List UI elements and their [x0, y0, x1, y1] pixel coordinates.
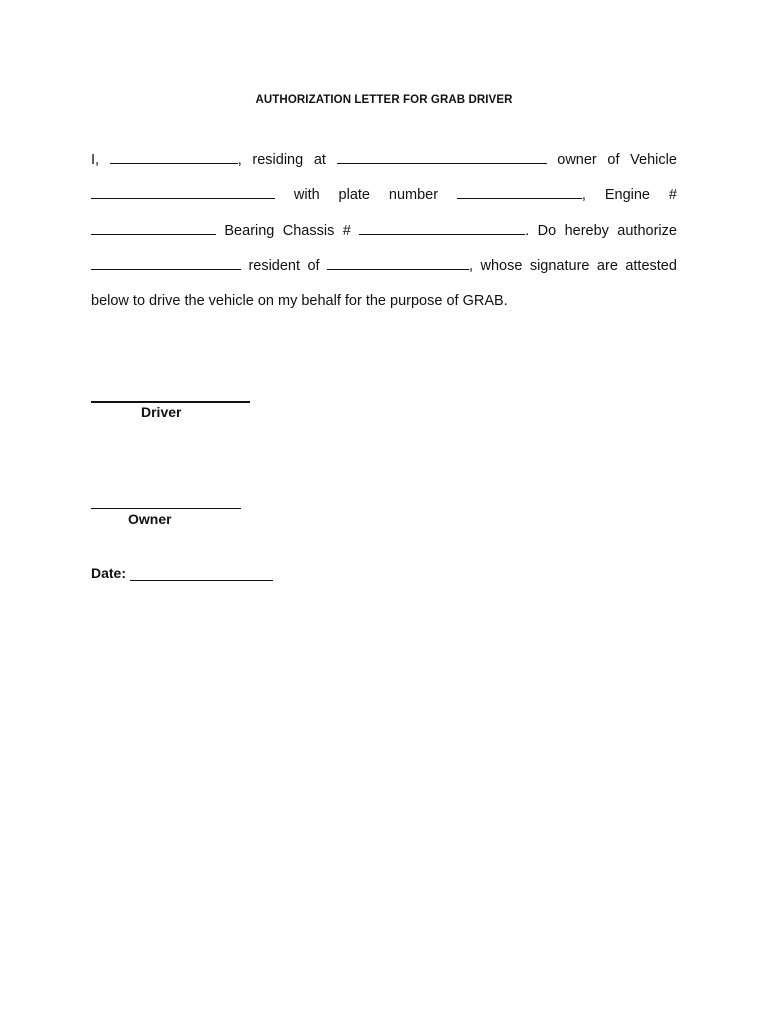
- word: resident: [248, 258, 301, 274]
- chassis-blank-group: .: [359, 222, 529, 239]
- paragraph-line-4: [91, 257, 677, 274]
- owner-label: Owner: [128, 511, 172, 527]
- word: hereby: [564, 223, 609, 239]
- word: whose: [480, 258, 523, 274]
- word: residing: [252, 152, 304, 168]
- vehicle-blank: [91, 186, 275, 199]
- word: Vehicle: [630, 152, 677, 168]
- paragraph-line-3: [91, 222, 677, 239]
- date-label: Date:: [91, 565, 127, 581]
- word: of: [607, 152, 620, 168]
- word: Engine: [604, 187, 650, 203]
- paragraph-line-1: [91, 151, 677, 168]
- word: number: [388, 187, 439, 203]
- paragraph-line-5: below to drive the vehicle on my behalf for the purpose of GRAB.: [91, 293, 508, 309]
- engine-blank: [91, 222, 216, 235]
- word: Chassis: [282, 223, 335, 239]
- residence-blank: [327, 257, 469, 270]
- date-row: [91, 565, 273, 581]
- letter-title: AUTHORIZATION LETTER FOR GRAB DRIVER: [255, 94, 513, 106]
- date-blank: [130, 568, 273, 581]
- word: plate: [338, 187, 370, 203]
- word: Do: [537, 223, 557, 239]
- paragraph-line-2: [91, 186, 677, 203]
- word: Bearing: [224, 223, 275, 239]
- plate-number-blank: [457, 186, 582, 199]
- word: authorize: [617, 223, 677, 239]
- driver-signature-line: [91, 401, 250, 403]
- owner-signature-line: [91, 508, 241, 509]
- plate-blank-group: ,: [457, 186, 586, 203]
- word: of: [307, 258, 320, 274]
- driver-label: Driver: [141, 404, 182, 420]
- name-blank-group: ,: [110, 151, 242, 168]
- word: #: [668, 187, 677, 203]
- chassis-blank: [359, 222, 525, 235]
- word: owner: [557, 152, 597, 168]
- word: I,: [91, 152, 100, 168]
- word: attested: [625, 258, 677, 274]
- word: at: [313, 152, 326, 168]
- residence-blank-group: ,: [327, 257, 473, 274]
- word: are: [596, 258, 618, 274]
- driver-name-blank: [91, 257, 241, 270]
- word: signature: [529, 258, 590, 274]
- word: with: [293, 187, 320, 203]
- address-blank: [337, 151, 547, 164]
- word: #: [342, 223, 351, 239]
- name-blank: [110, 151, 238, 164]
